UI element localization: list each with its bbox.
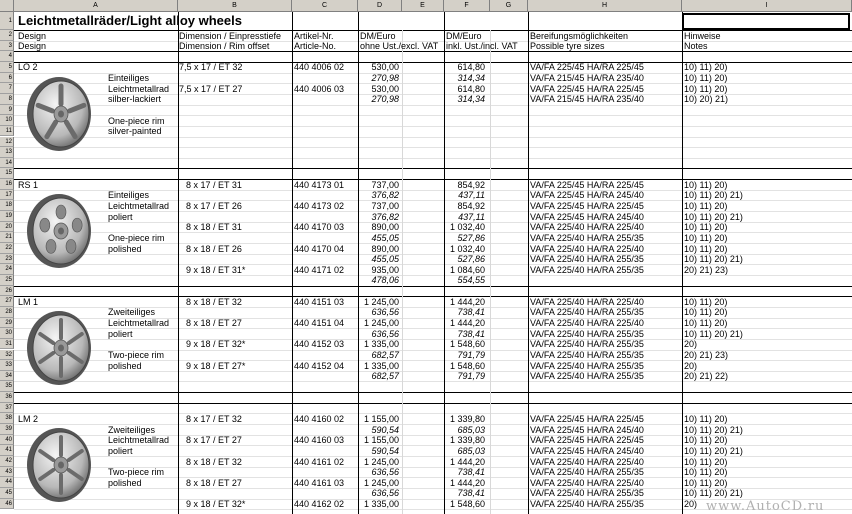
model-description[interactable]: Einteiliges — [108, 190, 150, 201]
gridline — [402, 30, 403, 514]
gridline — [14, 168, 852, 169]
row-header[interactable]: 29 — [0, 318, 14, 329]
tyre-size[interactable]: VA/FA 225/40 HA/RA 255/35 — [530, 254, 644, 265]
gridline — [14, 339, 852, 340]
lm1-wheel-icon — [24, 309, 94, 387]
notes-value[interactable]: 10) 11) 20) 21) — [684, 328, 743, 339]
row-header[interactable]: 33 — [0, 360, 14, 371]
tyre-size[interactable]: VA/FA 215/45 HA/RA 235/40 — [530, 94, 644, 105]
article-number[interactable]: 440 4152 04 — [294, 360, 345, 371]
price-dm-incl[interactable]: 854,92 — [457, 200, 485, 211]
price-dm-excl[interactable]: 530,00 — [371, 62, 399, 73]
dimension-value[interactable]: 9 x 18 / ET 31* — [186, 264, 246, 275]
model-description[interactable]: polished — [108, 243, 142, 254]
gridline — [14, 137, 852, 138]
row-header[interactable]: 39 — [0, 424, 14, 435]
dimension-value[interactable]: 7,5 x 17 / ET 27 — [179, 83, 243, 94]
dimension-value[interactable]: 8 x 17 / ET 27 — [186, 435, 242, 446]
row-header[interactable]: 14 — [0, 158, 14, 169]
article-number[interactable]: 440 4173 01 — [294, 179, 345, 190]
price-euro-incl[interactable]: 738,41 — [457, 467, 485, 478]
model-description[interactable]: poliert — [108, 211, 133, 222]
notes-value[interactable]: 10) 11) 20) 21) — [684, 445, 743, 456]
notes-value[interactable]: 10) 11) 20) 21) — [684, 211, 743, 222]
model-name[interactable]: LM 1 — [18, 296, 39, 307]
tyre-size[interactable]: VA/FA 225/40 HA/RA 255/35 — [530, 328, 644, 339]
tyre-size[interactable]: VA/FA 225/40 HA/RA 255/35 — [530, 307, 644, 318]
price-euro-incl[interactable]: 527,86 — [457, 254, 485, 265]
notes-value[interactable]: 20) — [684, 499, 698, 510]
gridline — [490, 30, 491, 514]
row-header[interactable]: 23 — [0, 254, 14, 265]
row-header[interactable]: 21 — [0, 232, 14, 243]
tyre-size[interactable]: VA/FA 225/45 HA/RA 225/45 — [530, 179, 644, 190]
dimension-value[interactable]: 8 x 18 / ET 27 — [186, 477, 242, 488]
price-dm-incl[interactable]: 1 444,20 — [449, 477, 485, 488]
row-header[interactable]: 46 — [0, 499, 14, 510]
notes-value[interactable]: 10) 11) 20) 21) — [684, 254, 743, 265]
price-euro-incl[interactable]: 738,41 — [457, 488, 485, 499]
dimension-value[interactable]: 9 x 18 / ET 32* — [186, 339, 246, 350]
row-header[interactable]: 32 — [0, 350, 14, 361]
notes-value[interactable]: 10) 11) 20) — [684, 200, 728, 211]
tyre-size[interactable]: VA/FA 225/40 HA/RA 225/40 — [530, 243, 644, 254]
tyre-size[interactable]: VA/FA 225/45 HA/RA 225/45 — [530, 200, 644, 211]
row-header[interactable]: 7 — [0, 83, 14, 94]
row-header[interactable]: 26 — [0, 286, 14, 297]
dimension-value[interactable]: 8 x 18 / ET 27 — [186, 318, 242, 329]
tyre-size[interactable]: VA/FA 225/45 HA/RA 245/40 — [530, 445, 644, 456]
notes-value[interactable]: 10) 20) 21) — [684, 94, 729, 105]
row-header[interactable]: 34 — [0, 371, 14, 382]
row-header[interactable]: 1 — [0, 12, 14, 30]
price-dm-excl[interactable]: 737,00 — [371, 200, 399, 211]
model-description[interactable]: silver-painted — [108, 126, 162, 137]
model-description[interactable]: poliert — [108, 328, 133, 339]
notes-value[interactable]: 10) 11) 20) — [684, 467, 728, 478]
price-dm-excl[interactable]: 1 245,00 — [363, 318, 399, 329]
notes-value[interactable]: 10) 11) 20) — [684, 413, 728, 424]
price-euro-incl[interactable]: 738,41 — [457, 328, 485, 339]
price-euro-excl[interactable]: 590,54 — [371, 445, 399, 456]
watermark: www.AutoCD.ru — [706, 499, 825, 514]
notes-value[interactable]: 10) 11) 20) — [684, 296, 728, 307]
gridline — [14, 30, 852, 31]
header-design-en[interactable]: Design — [18, 41, 47, 52]
row-header[interactable]: 22 — [0, 243, 14, 254]
price-euro-incl[interactable]: 791,79 — [457, 350, 485, 360]
price-euro-incl[interactable]: 437,11 — [458, 190, 485, 201]
price-dm-excl[interactable]: 1 245,00 — [363, 456, 399, 467]
price-euro-excl[interactable]: 682,57 — [371, 350, 399, 360]
price-dm-excl[interactable]: 1 335,00 — [363, 499, 399, 510]
model-description[interactable]: polished — [108, 477, 142, 488]
article-number[interactable]: 440 4170 03 — [294, 222, 345, 233]
notes-value[interactable]: 10) 11) 20) — [684, 318, 728, 329]
price-euro-incl[interactable]: 685,03 — [457, 445, 485, 456]
article-number[interactable]: 440 4171 02 — [294, 264, 345, 275]
dimension-value[interactable]: 7,5 x 17 / ET 32 — [179, 62, 243, 73]
notes-value[interactable]: 20) 21) 23) — [684, 350, 729, 360]
price-euro-incl[interactable]: 554,55 — [457, 275, 485, 286]
article-number[interactable]: 440 4151 03 — [294, 296, 345, 307]
price-dm-incl[interactable]: 1 444,20 — [449, 296, 485, 307]
row-header[interactable]: 24 — [0, 264, 14, 275]
tyre-size[interactable]: VA/FA 225/40 HA/RA 225/40 — [530, 296, 644, 307]
tyre-size[interactable]: VA/FA 225/45 HA/RA 245/40 — [530, 190, 644, 201]
notes-value[interactable]: 20) — [684, 360, 698, 371]
tyre-size[interactable]: VA/FA 225/40 HA/RA 255/35 — [530, 488, 644, 499]
notes-value[interactable]: 20) — [684, 339, 698, 350]
row-header[interactable]: 41 — [0, 445, 14, 456]
row-header[interactable]: 20 — [0, 222, 14, 233]
row-header[interactable]: 43 — [0, 467, 14, 478]
article-number[interactable]: 440 4173 02 — [294, 200, 345, 211]
header-tyres-de[interactable]: Bereifungsmöglichkeiten — [530, 30, 629, 41]
notes-value[interactable]: 20) 21) 22) — [684, 371, 729, 382]
model-name[interactable]: LO 2 — [18, 62, 38, 73]
gridline — [14, 158, 852, 159]
model-description[interactable]: Leichtmetallrad — [108, 83, 170, 94]
price-euro-excl[interactable]: 270,98 — [371, 94, 399, 105]
dimension-value[interactable]: 8 x 18 / ET 31 — [186, 222, 242, 233]
row-header[interactable]: 19 — [0, 211, 14, 222]
row-header[interactable]: 10 — [0, 115, 14, 126]
price-euro-excl[interactable]: 376,82 — [371, 211, 399, 222]
row-header[interactable]: 45 — [0, 488, 14, 499]
price-euro-excl[interactable]: 270,98 — [371, 73, 399, 84]
notes-value[interactable]: 20) 21) 23) — [684, 264, 729, 275]
row-header[interactable]: 27 — [0, 296, 14, 307]
row-header[interactable]: 12 — [0, 137, 14, 148]
model-description[interactable]: Two-piece rim — [108, 467, 165, 478]
notes-value[interactable]: 10) 11) 20) 21) — [684, 424, 743, 435]
price-dm-incl[interactable]: 614,80 — [457, 83, 485, 94]
notes-value[interactable]: 10) 11) 20) — [684, 307, 728, 318]
tyre-size[interactable]: VA/FA 225/45 HA/RA 225/45 — [530, 413, 644, 424]
notes-value[interactable]: 10) 11) 20) 21) — [684, 190, 743, 201]
price-euro-excl[interactable]: 478,06 — [371, 275, 399, 286]
row-header[interactable]: 5 — [0, 62, 14, 73]
price-euro-excl[interactable]: 376,82 — [371, 190, 399, 201]
price-dm-excl[interactable]: 1 245,00 — [363, 477, 399, 488]
row-header[interactable]: 4 — [0, 51, 14, 62]
model-description[interactable]: silber-lackiert — [108, 94, 162, 105]
dimension-value[interactable]: 8 x 18 / ET 32 — [186, 296, 242, 307]
price-dm-incl[interactable]: 614,80 — [457, 62, 485, 73]
row-header[interactable]: 2 — [0, 30, 14, 41]
article-number[interactable]: 440 4161 02 — [294, 456, 345, 467]
row-header[interactable]: 8 — [0, 94, 14, 105]
notes-value[interactable]: 10) 11) 20) — [684, 456, 728, 467]
header-notes-de[interactable]: Hinweise — [684, 30, 721, 41]
tyre-size[interactable]: VA/FA 225/45 HA/RA 225/45 — [530, 435, 644, 446]
selected-cell[interactable] — [682, 13, 850, 30]
price-euro-incl[interactable]: 791,79 — [457, 371, 485, 382]
price-dm-excl[interactable]: 935,00 — [371, 264, 399, 275]
price-euro-incl[interactable]: 685,03 — [457, 424, 485, 435]
row-header[interactable]: 25 — [0, 275, 14, 286]
price-euro-excl[interactable]: 636,56 — [371, 467, 399, 478]
tyre-size[interactable]: VA/FA 225/40 HA/RA 225/40 — [530, 456, 644, 467]
price-dm-incl[interactable]: 1 339,80 — [449, 413, 485, 424]
model-name[interactable]: LM 2 — [18, 413, 39, 424]
model-description[interactable]: polished — [108, 360, 142, 371]
column-header-f[interactable]: F — [444, 0, 490, 12]
price-euro-incl[interactable]: 314,34 — [457, 73, 485, 84]
lm2-wheel-icon — [24, 426, 94, 504]
model-description[interactable]: Leichtmetallrad — [108, 318, 170, 329]
model-description[interactable]: Zweiteiliges — [108, 307, 156, 318]
gridline — [528, 12, 529, 514]
article-number[interactable]: 440 4160 02 — [294, 413, 345, 424]
column-header-d[interactable]: D — [358, 0, 402, 12]
dimension-value[interactable]: 9 x 18 / ET 32* — [186, 499, 246, 510]
tyre-size[interactable]: VA/FA 225/40 HA/RA 225/40 — [530, 222, 644, 233]
price-dm-incl[interactable]: 1 548,60 — [449, 339, 485, 350]
price-dm-excl[interactable]: 737,00 — [371, 179, 399, 190]
notes-value[interactable]: 10) 11) 20) 21) — [684, 488, 743, 499]
price-dm-excl[interactable]: 1 335,00 — [363, 360, 399, 371]
price-dm-excl[interactable]: 1 155,00 — [363, 435, 399, 446]
header-price-incl-sub[interactable]: inkl. Ust./incl. VAT — [446, 41, 518, 52]
row-header[interactable]: 37 — [0, 403, 14, 414]
tyre-size[interactable]: VA/FA 225/40 HA/RA 255/35 — [530, 499, 644, 510]
tyre-size[interactable]: VA/FA 225/40 HA/RA 255/35 — [530, 339, 644, 350]
rs1-wheel-icon — [24, 192, 94, 270]
header-tyres-en[interactable]: Possible tyre sizes — [530, 41, 605, 52]
dimension-value[interactable]: 8 x 17 / ET 26 — [186, 200, 242, 211]
gridline — [292, 12, 293, 514]
notes-value[interactable]: 10) 11) 20) — [684, 435, 728, 446]
row-header[interactable]: 16 — [0, 179, 14, 190]
price-dm-excl[interactable]: 1 335,00 — [363, 339, 399, 350]
row-header[interactable]: 36 — [0, 392, 14, 403]
notes-value[interactable]: 10) 11) 20) — [684, 62, 728, 73]
article-number[interactable]: 440 4170 04 — [294, 243, 345, 254]
tyre-size[interactable]: VA/FA 225/40 HA/RA 255/35 — [530, 371, 644, 382]
sheet-title[interactable]: Leichtmetallräder/Light alloy wheels — [18, 13, 242, 28]
price-dm-incl[interactable]: 1 084,60 — [449, 264, 485, 275]
tyre-size[interactable]: VA/FA 225/45 HA/RA 245/40 — [530, 211, 644, 222]
row-header[interactable]: 17 — [0, 190, 14, 201]
column-header-h[interactable]: H — [528, 0, 682, 12]
price-dm-excl[interactable]: 530,00 — [371, 83, 399, 94]
price-euro-incl[interactable]: 437,11 — [458, 211, 485, 222]
tyre-size[interactable]: VA/FA 225/40 HA/RA 255/35 — [530, 350, 644, 360]
article-number[interactable]: 440 4161 03 — [294, 477, 345, 488]
tyre-size[interactable]: VA/FA 225/40 HA/RA 255/35 — [530, 232, 644, 243]
model-description[interactable]: Leichtmetallrad — [108, 200, 170, 211]
lo2-wheel-icon — [24, 75, 94, 153]
header-article-de[interactable]: Artikel-Nr. — [294, 30, 334, 41]
gridline — [14, 286, 852, 287]
price-euro-excl[interactable]: 455,05 — [371, 254, 399, 265]
select-all-corner[interactable] — [0, 0, 14, 12]
gridline — [14, 403, 852, 404]
tyre-size[interactable]: VA/FA 225/40 HA/RA 225/40 — [530, 477, 644, 488]
model-description[interactable]: Leichtmetallrad — [108, 435, 170, 446]
price-dm-incl[interactable]: 1 032,40 — [449, 222, 485, 233]
price-dm-excl[interactable]: 890,00 — [371, 222, 399, 233]
row-header[interactable]: 31 — [0, 339, 14, 350]
price-dm-incl[interactable]: 1 032,40 — [449, 243, 485, 254]
dimension-value[interactable]: 8 x 18 / ET 26 — [186, 243, 242, 254]
tyre-size[interactable]: VA/FA 225/40 HA/RA 255/35 — [530, 467, 644, 478]
article-number[interactable]: 440 4160 03 — [294, 435, 345, 446]
price-dm-excl[interactable]: 1 155,00 — [363, 413, 399, 424]
column-header-c[interactable]: C — [292, 0, 358, 12]
price-euro-excl[interactable]: 636,56 — [371, 328, 399, 339]
header-dimension-de[interactable]: Dimension / Einpresstiefe — [179, 30, 282, 41]
column-header-a[interactable]: A — [14, 0, 178, 12]
row-header[interactable]: 15 — [0, 168, 14, 179]
notes-value[interactable]: 10) 11) 20) — [684, 243, 728, 254]
article-number[interactable]: 440 4152 03 — [294, 339, 345, 350]
gridline — [14, 105, 852, 106]
gridline — [682, 12, 683, 514]
tyre-size[interactable]: VA/FA 215/45 HA/RA 235/40 — [530, 73, 644, 84]
notes-value[interactable]: 10) 11) 20) — [684, 222, 728, 233]
model-description[interactable]: One-piece rim — [108, 115, 165, 126]
gridline — [14, 381, 852, 382]
model-description[interactable]: poliert — [108, 445, 133, 456]
row-header[interactable]: 44 — [0, 477, 14, 488]
model-description[interactable]: Einteiliges — [108, 73, 150, 84]
price-dm-excl[interactable]: 1 245,00 — [363, 296, 399, 307]
row-header[interactable]: 6 — [0, 73, 14, 84]
price-euro-excl[interactable]: 682,57 — [371, 371, 399, 382]
row-header[interactable]: 28 — [0, 307, 14, 318]
gridline — [14, 275, 852, 276]
price-euro-excl[interactable]: 636,56 — [371, 488, 399, 499]
price-dm-incl[interactable]: 854,92 — [457, 179, 485, 190]
article-number[interactable]: 440 4006 02 — [294, 62, 345, 73]
header-price-excl-sub[interactable]: ohne Ust./excl. VAT — [360, 41, 439, 52]
column-header-g[interactable]: G — [490, 0, 528, 12]
tyre-size[interactable]: VA/FA 225/45 HA/RA 225/45 — [530, 62, 644, 73]
header-dimension-en[interactable]: Dimension / Rim offset — [179, 41, 270, 52]
price-dm-incl[interactable]: 1 444,20 — [449, 318, 485, 329]
price-euro-excl[interactable]: 455,05 — [371, 232, 399, 243]
price-euro-incl[interactable]: 738,41 — [457, 307, 485, 318]
row-header[interactable]: 9 — [0, 105, 14, 116]
model-name[interactable]: RS 1 — [18, 179, 39, 190]
tyre-size[interactable]: VA/FA 225/45 HA/RA 225/45 — [530, 83, 644, 94]
price-dm-excl[interactable]: 890,00 — [371, 243, 399, 254]
gridline — [14, 392, 852, 393]
price-dm-incl[interactable]: 1 444,20 — [449, 456, 485, 467]
row-header[interactable]: 30 — [0, 328, 14, 339]
row-header[interactable]: 13 — [0, 147, 14, 158]
price-euro-excl[interactable]: 590,54 — [371, 424, 399, 435]
header-price-excl[interactable]: DM/Euro — [360, 30, 396, 41]
model-description[interactable]: One-piece rim — [108, 232, 165, 243]
row-header[interactable]: 18 — [0, 200, 14, 211]
dimension-value[interactable]: 8 x 17 / ET 31 — [186, 179, 242, 190]
article-number[interactable]: 440 4006 03 — [294, 83, 345, 94]
header-notes-en[interactable]: Notes — [684, 41, 708, 52]
price-euro-incl[interactable]: 314,34 — [457, 94, 485, 105]
article-number[interactable]: 440 4162 02 — [294, 499, 345, 510]
notes-value[interactable]: 10) 11) 20) — [684, 83, 728, 94]
column-header-e[interactable]: E — [402, 0, 444, 12]
header-design-de[interactable]: Design — [18, 30, 47, 41]
column-header-b[interactable]: B — [178, 0, 292, 12]
article-number[interactable]: 440 4151 04 — [294, 318, 345, 329]
tyre-size[interactable]: VA/FA 225/40 HA/RA 255/35 — [530, 360, 644, 371]
model-description[interactable]: Zweiteiliges — [108, 424, 156, 435]
header-price-incl[interactable]: DM/Euro — [446, 30, 482, 41]
price-dm-incl[interactable]: 1 548,60 — [449, 499, 485, 510]
dimension-value[interactable]: 8 x 17 / ET 32 — [186, 413, 242, 424]
notes-value[interactable]: 10) 11) 20) — [684, 179, 728, 190]
row-header[interactable]: 3 — [0, 41, 14, 52]
row-header[interactable]: 35 — [0, 381, 14, 392]
price-euro-incl[interactable]: 527,86 — [457, 232, 485, 243]
tyre-size[interactable]: VA/FA 225/45 HA/RA 245/40 — [530, 424, 644, 435]
notes-value[interactable]: 10) 11) 20) — [684, 232, 728, 243]
model-description[interactable]: Two-piece rim — [108, 350, 165, 360]
column-header-i[interactable]: I — [682, 0, 852, 12]
dimension-value[interactable]: 9 x 18 / ET 27* — [186, 360, 246, 371]
notes-value[interactable]: 10) 11) 20) — [684, 477, 728, 488]
row-header[interactable]: 11 — [0, 126, 14, 137]
price-euro-excl[interactable]: 636,56 — [371, 307, 399, 318]
price-dm-incl[interactable]: 1 339,80 — [449, 435, 485, 446]
gridline — [14, 51, 852, 52]
tyre-size[interactable]: VA/FA 225/40 HA/RA 225/40 — [530, 318, 644, 329]
row-header[interactable]: 38 — [0, 413, 14, 424]
row-header[interactable]: 42 — [0, 456, 14, 467]
row-header[interactable]: 40 — [0, 435, 14, 446]
tyre-size[interactable]: VA/FA 225/40 HA/RA 255/35 — [530, 264, 644, 275]
notes-value[interactable]: 10) 11) 20) — [684, 73, 728, 84]
dimension-value[interactable]: 8 x 18 / ET 32 — [186, 456, 242, 467]
price-dm-incl[interactable]: 1 548,60 — [449, 360, 485, 371]
gridline — [14, 147, 852, 148]
header-article-en[interactable]: Article-No. — [294, 41, 337, 52]
